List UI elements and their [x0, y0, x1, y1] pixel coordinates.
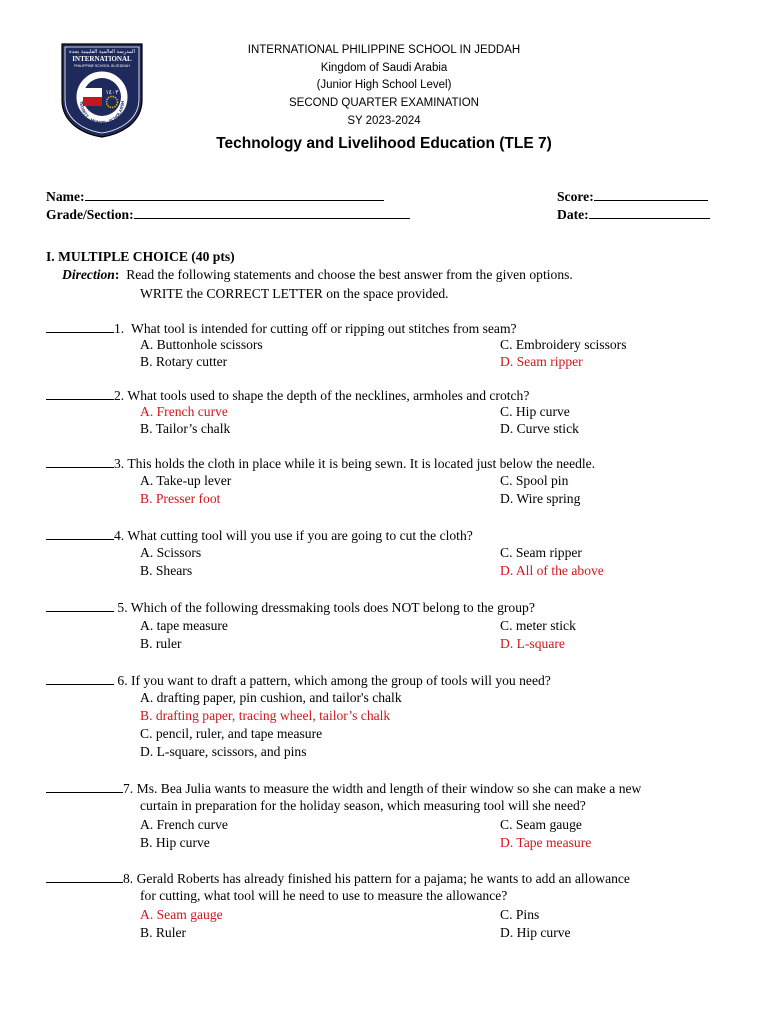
- name-field[interactable]: [46, 189, 384, 204]
- q3-option-b: B. Presser foot: [140, 491, 221, 506]
- date-blank[interactable]: [589, 207, 710, 219]
- q2-option-d: D. Curve stick: [500, 421, 579, 436]
- question-6: 6. If you want to draft a pattern, which among the group of tools will you need?: [46, 673, 551, 688]
- q6-option-c: C. pencil, ruler, and tape measure: [140, 726, 323, 741]
- grade-section-label: Grade/Section:: [46, 207, 134, 222]
- q2-option-c: C. Hip curve: [500, 404, 570, 419]
- question-4: 4. What cutting tool will you use if you are going to cut the cloth?: [46, 528, 473, 543]
- q7-option-b: B. Hip curve: [140, 835, 210, 850]
- question-3: 3. This holds the cloth in place while it is being sewn. It is located just below the needle.: [46, 456, 595, 471]
- question-8: 8. Gerald Roberts has already finished his pattern for a pajama; he wants to add an allowance: [46, 871, 630, 886]
- direction-label: Direction: [62, 267, 115, 282]
- q3-option-d: D. Wire spring: [500, 491, 581, 506]
- q6-option-b: B. drafting paper, tracing wheel, tailor’s chalk: [140, 708, 391, 723]
- question-7-continued: curtain in preparation for the holiday season, which measuring tool will she need?: [140, 798, 586, 813]
- svg-text:PHILIPPINE SCHOOL IN JEDDAH: PHILIPPINE SCHOOL IN JEDDAH: [74, 64, 130, 68]
- svg-text:١٤٠٣: ١٤٠٣: [105, 89, 119, 96]
- q1-option-a: A. Buttonhole scissors: [140, 337, 263, 352]
- q2-option-b: B. Tailor’s chalk: [140, 421, 231, 436]
- q3-option-c: C. Spool pin: [500, 473, 569, 488]
- q8-option-d: D. Hip curve: [500, 925, 571, 940]
- date-field[interactable]: [557, 207, 710, 222]
- section-heading: I. MULTIPLE CHOICE (40 pts): [46, 249, 235, 264]
- q4-option-b: B. Shears: [140, 563, 193, 578]
- direction-colon: :: [114, 267, 120, 282]
- page-title: Technology and Livelihood Education (TLE 7): [216, 135, 552, 152]
- svg-text:المدرسة العالمية الفلبينية بجد: المدرسة العالمية الفلبينية بجدة: [69, 49, 135, 55]
- answer-blank[interactable]: [46, 528, 114, 540]
- answer-blank[interactable]: [46, 321, 114, 333]
- answer-blank[interactable]: [46, 781, 123, 793]
- direction-text: Read the following statements and choose the best answer from the given options.: [126, 267, 573, 282]
- svg-text:INTERNATIONAL: INTERNATIONAL: [72, 55, 132, 63]
- q7-option-d: D. Tape measure: [500, 835, 592, 850]
- q6-option-d: D. L-square, scissors, and pins: [140, 744, 307, 759]
- q4-option-c: C. Seam ripper: [500, 545, 582, 560]
- q8-option-c: C. Pins: [500, 907, 540, 922]
- level-line: (Junior High School Level): [316, 79, 452, 91]
- school-year-line: SY 2023-2024: [347, 115, 421, 127]
- q1-option-d: D. Seam ripper: [500, 354, 583, 369]
- name-blank[interactable]: [85, 189, 384, 201]
- name-label: Name:: [46, 189, 85, 204]
- q7-option-c: C. Seam gauge: [500, 817, 582, 832]
- answer-blank[interactable]: [46, 600, 114, 612]
- direction-line: [62, 268, 573, 282]
- q6-option-a: A. drafting paper, pin cushion, and tailor's chalk: [140, 690, 402, 705]
- answer-blank[interactable]: [46, 871, 123, 883]
- q1-option-b: B. Rotary cutter: [140, 354, 228, 369]
- q7-option-a: A. French curve: [140, 817, 228, 832]
- direction-text-2: WRITE the CORRECT LETTER on the space provided.: [140, 286, 449, 301]
- question-7: 7. Ms. Bea Julia wants to measure the width and length of their window so she can make a new: [46, 781, 641, 796]
- question-2: 2. What tools used to shape the depth of the necklines, armholes and crotch?: [46, 388, 529, 403]
- q4-option-a: A. Scissors: [140, 545, 202, 560]
- score-label: Score:: [557, 189, 594, 204]
- question-8-continued: for cutting, what tool will he need to use to measure the allowance?: [140, 888, 508, 903]
- grade-section-blank[interactable]: [134, 207, 410, 219]
- date-label: Date:: [557, 207, 589, 222]
- exam-line: SECOND QUARTER EXAMINATION: [289, 97, 479, 109]
- answer-blank[interactable]: [46, 456, 114, 468]
- q3-option-a: A. Take-up lever: [140, 473, 232, 488]
- q1-option-c: C. Embroidery scissors: [500, 337, 627, 352]
- q5-option-a: A. tape measure: [140, 618, 228, 633]
- grade-section-field[interactable]: [46, 207, 410, 222]
- q8-option-a: A. Seam gauge: [140, 907, 223, 922]
- school-name: INTERNATIONAL PHILIPPINE SCHOOL IN JEDDAH: [247, 44, 521, 56]
- question-5: 5. Which of the following dressmaking tools does NOT belong to the group?: [46, 600, 535, 615]
- svg-text:INTEGRITY · HONOR · SCHOLARSHI: TEGRITY · HONOR · SCHOLARSH: [78, 100, 126, 126]
- answer-blank[interactable]: [46, 388, 114, 400]
- country-line: Kingdom of Saudi Arabia: [320, 62, 448, 74]
- q5-option-c: C. meter stick: [500, 618, 576, 633]
- q8-option-b: B. Ruler: [140, 925, 187, 940]
- q5-option-d: D. L-square: [500, 636, 565, 651]
- score-blank[interactable]: [594, 189, 708, 201]
- answer-blank[interactable]: [46, 673, 114, 685]
- q2-option-a: A. French curve: [140, 404, 228, 419]
- question-1: 1. What tool is intended for cutting off or ripping out stitches from seam?: [46, 321, 517, 336]
- q5-option-b: B. ruler: [140, 636, 182, 651]
- score-field[interactable]: [557, 189, 708, 204]
- q4-option-d: D. All of the above: [500, 563, 604, 578]
